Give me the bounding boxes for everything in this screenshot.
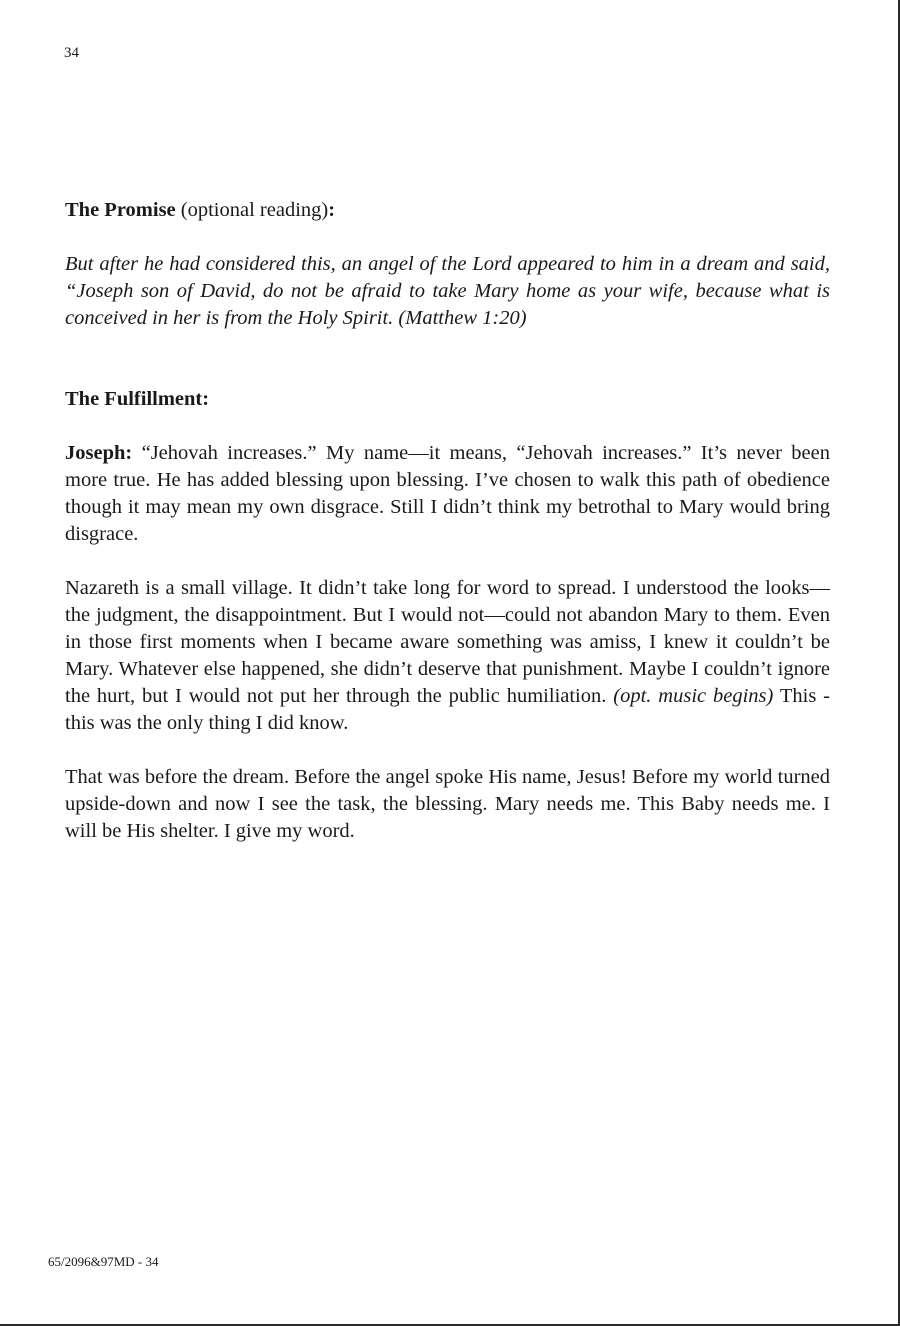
monologue-paragraph-1-text: “Jehovah increases.” My name—it means, “Jehovah increases.” It’s never been more true. He has added blessing upon blessing. I’ve chosen to walk this path of obedience though it may mean my own disgrace. Still I didn’t think my betrothal to Mary would bring disgrace. xyxy=(65,442,830,545)
monologue-paragraph-3: That was before the dream. Before the angel spoke His name, Jesus! Before my world turned upside-down and now I see the task, the blessing. Mary needs me. This Baby needs me. I will be His shelter. I give my word. xyxy=(65,766,830,842)
monologue-paragraph-2-text-b: This - this was the only thing I did know. xyxy=(65,685,830,734)
fulfillment-heading xyxy=(65,386,830,413)
footer-code: 65/2096&97MD - 34 xyxy=(48,1254,159,1269)
promise-heading-colon: : xyxy=(328,199,336,221)
promise-heading-title: The Promise xyxy=(65,199,176,221)
promise-heading-note: (optional reading) xyxy=(175,199,329,221)
fulfillment-heading-title: The Fulfillment: xyxy=(65,388,210,410)
monologue-paragraph-1 xyxy=(65,440,830,548)
scripture-passage: But after he had considered this, an angel of the Lord appeared to him in a dream and said, “Joseph son of David, do not be afraid to take Mary home as your wife, because what is conceived in her is from the Holy Spirit. (Matthew 1:20) xyxy=(65,253,830,329)
monologue-paragraph-2 xyxy=(65,575,830,737)
page-number: 34 xyxy=(64,45,79,61)
page-content xyxy=(65,197,830,872)
promise-heading xyxy=(65,197,830,224)
speaker-name: Joseph: xyxy=(65,442,133,464)
stage-direction: (opt. music begins) xyxy=(613,685,774,707)
monologue-paragraph-2-text-a: Nazareth is a small village. It didn’t take long for word to spread. I understood the looks—the judgment, the disappointment. But I would not—could not abandon Mary to them. Even in those first moments when I became aware something was amiss, I knew it couldn’t be Mary. Whatever else happened, she didn’t deserve that punishment. Maybe I couldn’t ignore the hurt, but I would not put her through the public humiliation. xyxy=(65,577,830,707)
